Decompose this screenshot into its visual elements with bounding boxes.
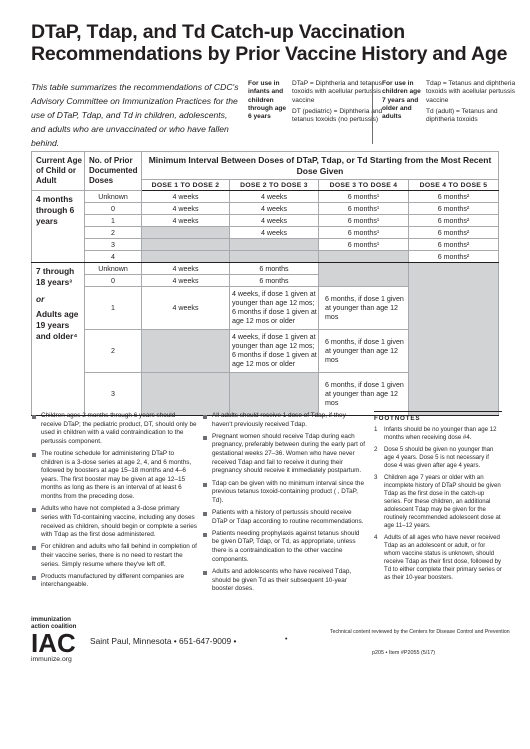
footnotes [374, 415, 502, 586]
age-group-young: 4 months through 6 years [32, 191, 85, 263]
definition-tdap: Tdap = Tetanus and diphtheria toxoids with acellular pertussis vaccine [426, 80, 516, 104]
definition-td: Td (adult) = Tetanus and diphtheria toxoids [426, 108, 498, 124]
interval-cell: 4 weeks [142, 275, 230, 287]
footnote-number: 3 [374, 473, 378, 481]
prior-doses-cell: Unknown [85, 191, 142, 203]
age-group-older-b: Adults age 19 years and older⁴ [36, 309, 79, 341]
table-row [32, 215, 499, 227]
note-item: Patients with a history of pertussis should receive DTaP or Tdap according to routine recommendations. [202, 509, 366, 526]
note-item: Adults who have not completed a 3-dose primary series with Td-containing vaccine, including any doses received as children, should begin or complete a series with Tdap as the first dose administered. [31, 505, 197, 539]
interval-cell: 6 months² [409, 239, 499, 251]
definition-dt: DT (pediatric) = Diphtheria and tetanus toxoids (no pertussis) [292, 108, 383, 124]
interval-cell: 4 weeks [230, 191, 319, 203]
empty-cell [319, 251, 409, 263]
footnote-text: Dose 5 should be given no younger than age 4 years. Dose 5 is not necessary if dose 4 was given after age 4 years. [384, 445, 494, 469]
table-row [32, 191, 499, 203]
prior-doses-cell: 0 [85, 203, 142, 215]
age-group-or: or [36, 294, 45, 304]
logo-line-1: immunization [31, 616, 71, 623]
prior-doses-cell: 0 [85, 275, 142, 287]
footnote-item [374, 534, 502, 583]
interval-cell: 6 months² [409, 251, 499, 263]
prior-doses-cell: 3 [85, 239, 142, 251]
empty-cell [142, 239, 230, 251]
definitions-older-heading: For use in children age 7 years and older and adults [382, 80, 421, 121]
interval-cell: 4 weeks, if dose 1 given at younger than age 12 mos; 6 months if dose 1 given at age 12 mos or older [230, 287, 319, 330]
prior-doses-cell: 1 [85, 287, 142, 330]
age-group-older [32, 263, 85, 416]
note-item: The routine schedule for administering DTaP to children is a 3-dose series at age 2, 4, and 6 months, followed by boosters at age 15–18 months and 4–6 years. The first booster may be given at age 12–15 months as long as there is an interval of at least 6 months from the preceding dose. [31, 450, 197, 502]
interval-cell: 6 months¹ [319, 227, 409, 239]
header-age: Current Age of Child or Adult [32, 152, 85, 191]
interval-cell: 6 months² [409, 227, 499, 239]
prior-doses-cell: 2 [85, 330, 142, 373]
table-row [32, 251, 499, 263]
footer-reviewed: Technical content reviewed by the Centers for Disease Control and Prevention [330, 629, 510, 635]
note-item: For children and adults who fall behind in completion of their vaccine series, there is no need to restart the series. Simply resume where they've left off. [31, 543, 197, 569]
empty-cell [142, 373, 230, 416]
header-min-interval: Minimum Interval Between Doses of DTaP, Tdap, or Td Starting from the Most Recent Dose Given [142, 152, 499, 180]
interval-cell: 4 weeks [142, 287, 230, 330]
header-dose-4-5: DOSE 4 TO DOSE 5 [409, 180, 499, 191]
empty-cell [142, 330, 230, 373]
definitions-divider [372, 82, 373, 144]
table-row [32, 263, 499, 275]
interval-cell: 6 months¹ [319, 191, 409, 203]
prior-doses-cell: Unknown [85, 263, 142, 275]
interval-cell: 4 weeks [230, 215, 319, 227]
interval-cell: 4 weeks [142, 215, 230, 227]
interval-cell: 6 months, if dose 1 given at younger than age 12 mos [319, 330, 409, 373]
footnotes-rule [374, 411, 502, 412]
logo-wordmark [31, 616, 76, 630]
interval-cell: 4 weeks [142, 191, 230, 203]
footnote-number: 1 [374, 426, 378, 434]
interval-cell: 6 months¹ [319, 203, 409, 215]
prior-doses-cell: 2 [85, 227, 142, 239]
note-item: Pregnant women should receive Tdap during each pregnancy, preferably between during the early part of gestational weeks 27–36. Women who have never received Tdap and fail to receive it during their pregnancy should receive it immediately postpartum. [202, 433, 366, 476]
interval-cell: 6 months, if dose 1 given at younger than age 12 mos [319, 373, 409, 416]
prior-doses-cell: 3 [85, 373, 142, 416]
interval-cell: 6 months¹ [319, 215, 409, 227]
interval-cell: 4 weeks [142, 203, 230, 215]
interval-cell: 6 months² [409, 215, 499, 227]
empty-cell [409, 263, 499, 416]
empty-cell [142, 251, 230, 263]
empty-cell [230, 373, 319, 416]
interval-cell: 4 weeks [230, 203, 319, 215]
definitions-young-heading: For use in infants and children through age 6 years [248, 80, 287, 121]
header-dose-3-4: DOSE 3 TO DOSE 4 [319, 180, 409, 191]
interval-cell: 6 months, if dose 1 given at younger than age 12 mos [319, 287, 409, 330]
footnote-text: Adults of all ages who have never received Tdap as an adolescent or adult, or for whom vaccine status is unknown, should receive Tdap as their first dose, followed by Td to either complete their primary series or as their 10-year boosters. [384, 533, 502, 582]
definition-dtap: DTaP = Diphtheria and tetanus toxoids with acellular pertussis vaccine [292, 80, 382, 104]
intro-paragraph: This table summarizes the recommendations of CDC's Advisory Committee on Immunization Practices for the use of DTaP, Tdap, and Td in children, adolescents, and adults who are unvaccinated or who have fallen behind. [31, 82, 239, 148]
empty-cell [319, 263, 409, 287]
empty-cell [230, 239, 319, 251]
footnote-item [374, 474, 502, 531]
prior-doses-cell: 1 [85, 215, 142, 227]
iac-logo-icon [31, 630, 83, 654]
interval-cell: 6 months² [409, 203, 499, 215]
logo-line-2: action coalition [31, 623, 77, 630]
footnote-number: 4 [374, 533, 378, 541]
notes-left [31, 412, 197, 594]
footer-item-number: p205 • Item #P2055 (5/17) [372, 650, 436, 656]
logo-url[interactable]: immunize.org [31, 656, 72, 663]
interval-cell: 4 weeks, if dose 1 given at younger than age 12 mos; 6 months if dose 1 given at age 12 mos or older [230, 330, 319, 373]
header-dose-1-2: DOSE 1 TO DOSE 2 [142, 180, 230, 191]
note-item: Children ages 2 months through 6 years should receive DTaP; the pediatric product, DT, should only be used in children with a valid contraindication to the pertussis component. [31, 412, 197, 446]
interval-cell: 6 months [230, 275, 319, 287]
footnotes-heading: FOOTNOTES [374, 415, 421, 422]
note-item: All adults should receive 1 dose of Tdap, if they haven't previously received Tdap. [202, 412, 366, 429]
footer-dot: • [285, 636, 288, 643]
header-prior-doses: No. of Prior Documented Doses [85, 152, 142, 191]
footnote-number: 2 [374, 445, 378, 453]
note-item: Tdap can be given with no minimum interval since the previous tetanus toxoid-containing product ( , DTaP, Td). [202, 480, 366, 506]
table-row [32, 227, 499, 239]
note-item: Products manufactured by different companies are interchangeable. [31, 573, 197, 590]
table-row [32, 239, 499, 251]
footer-address: Saint Paul, Minnesota • 651-647-9009 • [90, 636, 237, 646]
interval-cell: 6 months² [409, 191, 499, 203]
note-item: Patients needing prophylaxis against tetanus should be given DTaP, Tdap, or Td, as appropriate, unless there is a contraindication to the other vaccine components. [202, 530, 366, 564]
interval-cell: 6 months [230, 263, 319, 275]
footnote-item [374, 446, 502, 470]
note-item: Adults and adolescents who have received Tdap, should be given Td as their subsequent 10-year booster doses. [202, 568, 366, 594]
logo-letters: IAC [31, 630, 76, 654]
footnote-text: Children age 7 years or older with an incomplete history of DTaP should be given Tdap as the first dose in the catch-up series. For these children, an additional adolescent Tdap may be given for the routinely recommended adolescent dose at age 11–12 years. [384, 473, 501, 530]
footnote-text: Infants should be no younger than age 12 months when receiving dose #4. [384, 426, 497, 442]
empty-cell [230, 251, 319, 263]
footnote-item [374, 426, 502, 442]
notes-middle [202, 412, 366, 597]
prior-doses-cell: 4 [85, 251, 142, 263]
page-title: DTaP, Tdap, and Td Catch-up Vaccination Recommendations by Prior Vaccine History and Age [31, 21, 508, 65]
interval-cell: 6 months¹ [319, 239, 409, 251]
age-group-older-a: 7 through 18 years³ [36, 266, 75, 287]
table-row [32, 203, 499, 215]
catch-up-table [31, 151, 499, 416]
header-dose-2-3: DOSE 2 TO DOSE 3 [230, 180, 319, 191]
empty-cell [142, 227, 230, 239]
interval-cell: 4 weeks [142, 263, 230, 275]
interval-cell: 4 weeks [230, 227, 319, 239]
